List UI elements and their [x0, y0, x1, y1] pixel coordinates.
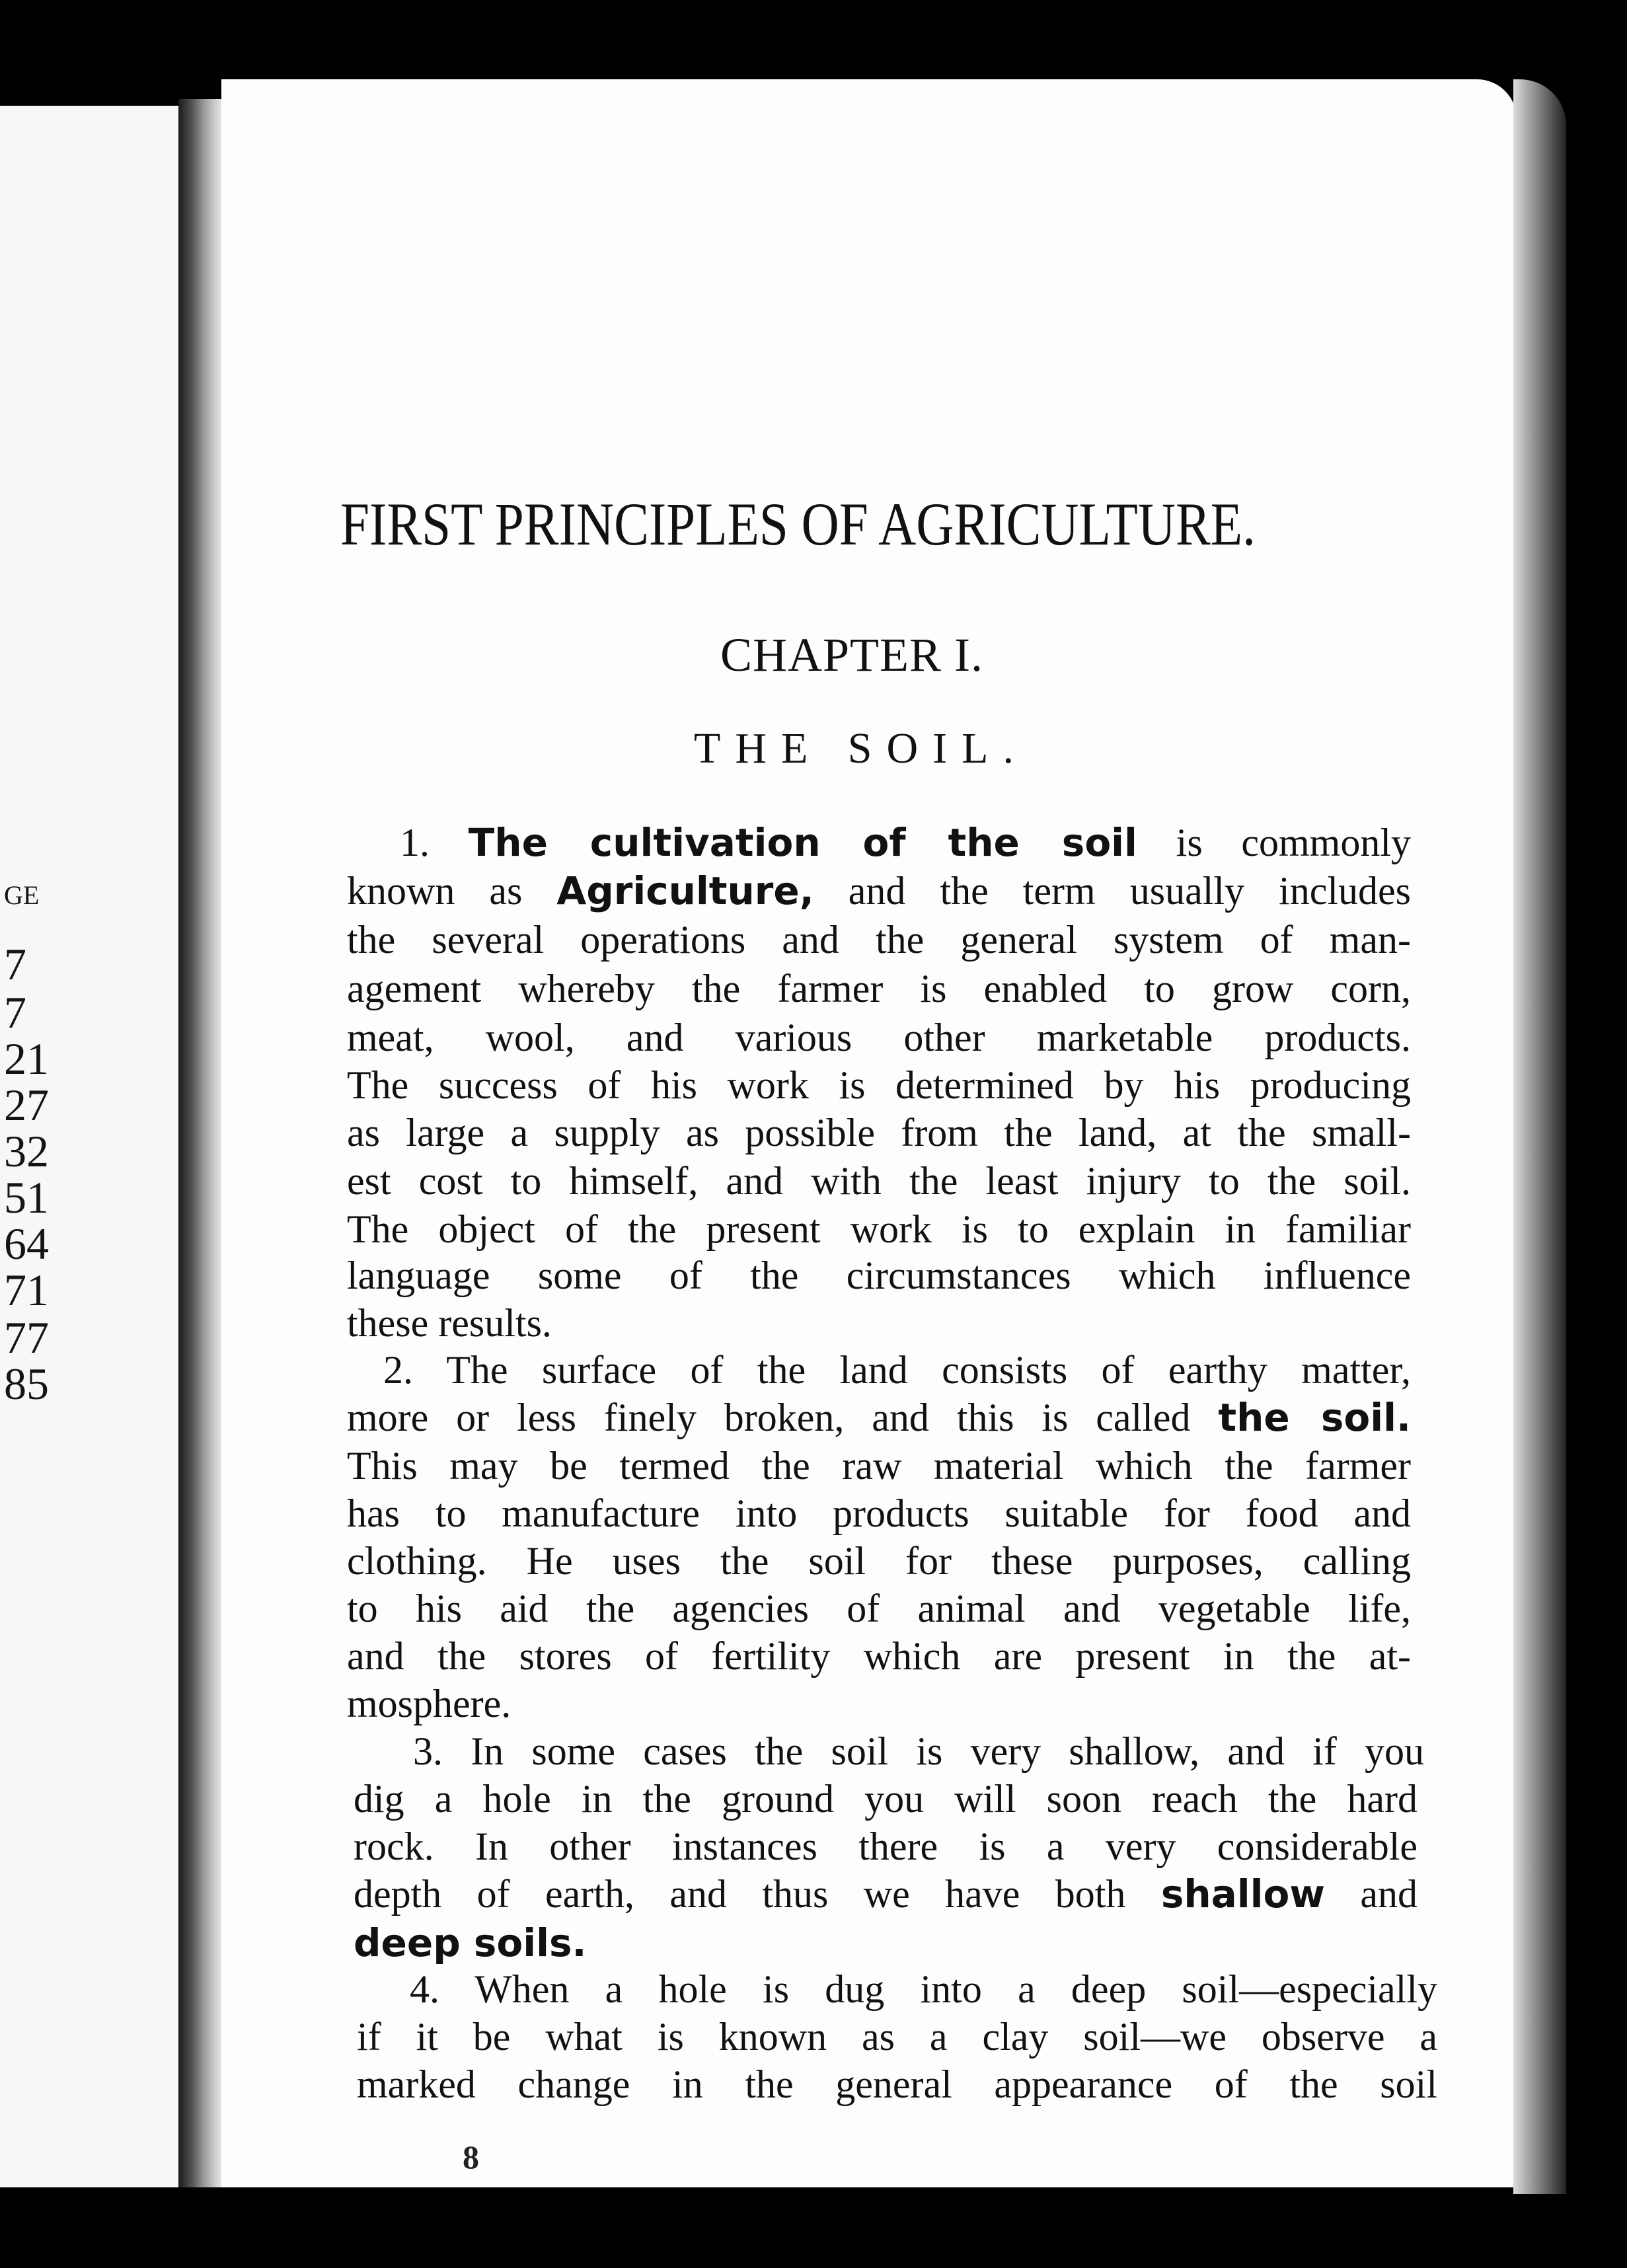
left-page-number: 85: [4, 1359, 49, 1409]
text-line: has to manufacture into products suitable for food and: [347, 1492, 1411, 1535]
left-page-number: 7: [4, 939, 26, 989]
left-page-number: 7: [4, 987, 26, 1038]
text-run: and: [1324, 1872, 1418, 1916]
text-line: and the stores of fertility which are present in the at-: [347, 1634, 1411, 1678]
bold-term: the soil.: [1218, 1395, 1411, 1440]
section-heading: THE SOIL.: [694, 724, 1028, 773]
text-run: more or less finely broken, and this is called: [347, 1396, 1219, 1439]
text-line: [354, 1920, 1418, 1965]
text-line: rock. In other instances there is a very considerable: [354, 1825, 1418, 1868]
text-line: clothing. He uses the soil for these purposes, calling: [347, 1539, 1411, 1583]
left-page-number: 27: [4, 1080, 49, 1130]
text-line: 2. The surface of the land consists of earthy matter,: [383, 1348, 1411, 1392]
text-line: as large a supply as possible from the land, at the small-: [347, 1111, 1411, 1154]
text-line: to his aid the agencies of animal and vegetable life,: [347, 1587, 1411, 1630]
text-run: depth of earth, and thus we have both: [354, 1872, 1161, 1916]
text-line: [354, 1871, 1418, 1916]
text-line: marked change in the general appearance of the soil: [357, 2062, 1437, 2106]
left-page-number: 51: [4, 1172, 49, 1223]
text-line: est cost to himself, and with the least injury to the soil.: [347, 1159, 1411, 1203]
text-line: [347, 1395, 1411, 1440]
text-line: 4. When a hole is dug into a deep soil—especially: [410, 1967, 1437, 2011]
bold-term: deep soils.: [354, 1920, 587, 1965]
text-line: language some of the circumstances which influence: [347, 1254, 1411, 1297]
text-line: the several operations and the general system of man-: [347, 918, 1411, 962]
text-line: This may be termed the raw material which the farmer: [347, 1444, 1411, 1488]
bold-term: shallow: [1160, 1871, 1325, 1916]
text-line: dig a hole in the ground you will soon reach the hard: [354, 1777, 1418, 1821]
chapter-heading: CHAPTER I.: [720, 628, 984, 681]
text-run: known as: [347, 869, 557, 913]
text-line: agement whereby the farmer is enabled to grow corn,: [347, 967, 1411, 1010]
left-page-header-fragment: GE: [4, 880, 40, 910]
book-spine-gutter: [178, 99, 225, 2187]
text-line: [347, 868, 1412, 913]
page-edge-shadow: [1513, 79, 1566, 2194]
text-line: 3. In some cases the soil is very shallow, and if you: [413, 1729, 1424, 1773]
bold-term: The cultivation of the soil: [468, 820, 1137, 865]
text-line: [347, 820, 1412, 865]
text-line: The success of his work is determined by his producing: [347, 1063, 1411, 1107]
text-line: meat, wool, and various other marketable products.: [347, 1016, 1411, 1059]
left-page-number: 32: [4, 1126, 49, 1176]
paragraph-number: 1.: [400, 821, 469, 864]
left-page-number: 71: [4, 1265, 49, 1315]
text-line: these results.: [347, 1301, 552, 1345]
book-title: FIRST PRINCIPLES OF AGRICULTURE.: [340, 490, 1256, 558]
text-run: is commonly: [1137, 821, 1412, 864]
text-run: and the term usually includes: [814, 869, 1412, 913]
text-line: if it be what is known as a clay soil—we observe a: [357, 2015, 1437, 2059]
bold-term: Agriculture,: [556, 868, 814, 913]
left-page-number: 64: [4, 1219, 49, 1269]
left-page-fragment: [0, 106, 192, 2187]
left-page-number: 21: [4, 1034, 49, 1084]
text-line: The object of the present work is to explain in familiar: [347, 1207, 1411, 1251]
page-number: 8: [463, 2138, 479, 2175]
text-line: mosphere.: [347, 1682, 511, 1725]
left-page-number: 77: [4, 1312, 49, 1363]
